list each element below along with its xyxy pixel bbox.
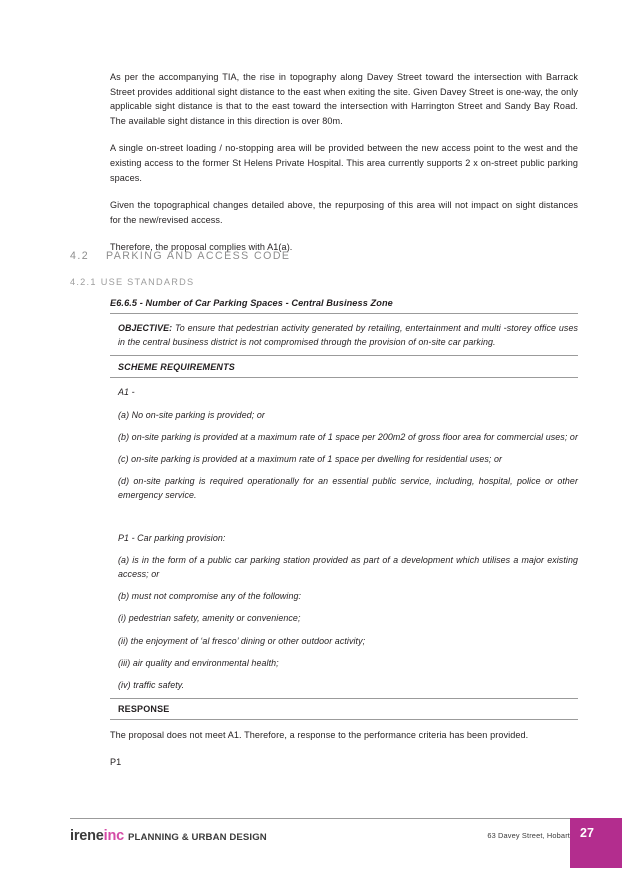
standards-table <box>110 298 578 769</box>
logo-accent-text: inc <box>103 828 125 844</box>
section-title: PARKING AND ACCESS CODE <box>106 250 291 262</box>
a1-label: A1 - <box>118 387 135 398</box>
p1-clause: (a) is in the form of a public car parking station provided as part of a development which utilises a major existing access; or <box>118 554 578 580</box>
intro-paragraph: Given the topographical changes detailed above, the repurposing of this area will not impact on sight distances for the new/revised access. <box>110 200 578 225</box>
intro-paragraph: Therefore, the proposal complies with A1(a). <box>110 242 293 253</box>
p1-clause: (i) pedestrian safety, amenity or convenience; <box>118 613 301 624</box>
page-footer <box>70 826 570 850</box>
logo-tagline: PLANNING & URBAN DESIGN <box>128 832 267 843</box>
intro-body <box>110 70 578 268</box>
response-block <box>110 720 578 769</box>
objective-block <box>110 314 578 356</box>
section-heading <box>70 250 290 262</box>
acceptable-solution-block <box>110 378 578 698</box>
a1-clause: (d) on-site parking is required operationally for an essential public service, including, hospital, police or other emergency service. <box>118 476 578 501</box>
footer-divider <box>70 818 570 819</box>
scheme-requirements-heading: SCHEME REQUIREMENTS <box>110 356 578 378</box>
objective-body: To ensure that pedestrian activity generated by retailing, entertainment and multi -storey office uses in the central business district is not compromised through the provision of on-site car parking. <box>118 323 578 348</box>
response-paragraph: P1 <box>110 756 122 767</box>
logo-primary-text: irene <box>70 828 104 844</box>
intro-paragraph: A single on-street loading / no-stopping area will be provided between the new access point to the west and the existing access to the former St Helens Private Hospital. This area currently supports 2 x on-street public parking spaces. <box>110 143 578 183</box>
section-number: 4.2 <box>70 250 90 262</box>
company-logo <box>70 827 267 845</box>
objective-label: OBJECTIVE: <box>118 323 173 333</box>
objective-text <box>118 321 578 349</box>
intro-paragraph: As per the accompanying TIA, the rise in topography along Davey Street toward the intersection with Barrack Street provides additional sight distance to the east when exiting the site. Given Davey Street is one-way, the only applicable sight distance is that to the east toward the intersection with Harrington Street and Sandy Bay Road. The available sight distance in this direction is over 80m. <box>110 72 578 126</box>
standard-title: E6.6.5 - Number of Car Parking Spaces - Central Business Zone <box>110 298 578 314</box>
subsection-number: 4.2.1 <box>70 277 97 287</box>
response-heading: RESPONSE <box>110 698 578 720</box>
p1-clause: (iii) air quality and environmental health; <box>118 657 279 668</box>
p1-label: P1 - Car parking provision: <box>118 532 226 543</box>
p1-clause: (iv) traffic safety. <box>118 680 185 691</box>
page-number-badge <box>570 818 622 868</box>
a1-clause: (a) No on-site parking is provided; or <box>118 409 265 420</box>
a1-clause: (b) on-site parking is provided at a maximum rate of 1 space per 200m2 of gross floor area for commercial uses; or <box>118 431 579 442</box>
subsection-heading <box>70 277 194 287</box>
p1-clause: (b) must not compromise any of the following: <box>118 591 302 602</box>
clause-spacer <box>118 511 578 531</box>
page-number: 27 <box>580 826 594 840</box>
footer-address: 63 Davey Street, Hobart <box>487 831 570 840</box>
p1-clause: (ii) the enjoyment of ‘al fresco’ dining or other outdoor activity; <box>118 635 366 646</box>
a1-clause: (c) on-site parking is provided at a maximum rate of 1 space per dwelling for residential uses; or <box>118 454 503 465</box>
subsection-title: USE STANDARDS <box>100 277 195 287</box>
response-paragraph: The proposal does not meet A1. Therefore, a response to the performance criteria has been provided. <box>110 730 529 741</box>
